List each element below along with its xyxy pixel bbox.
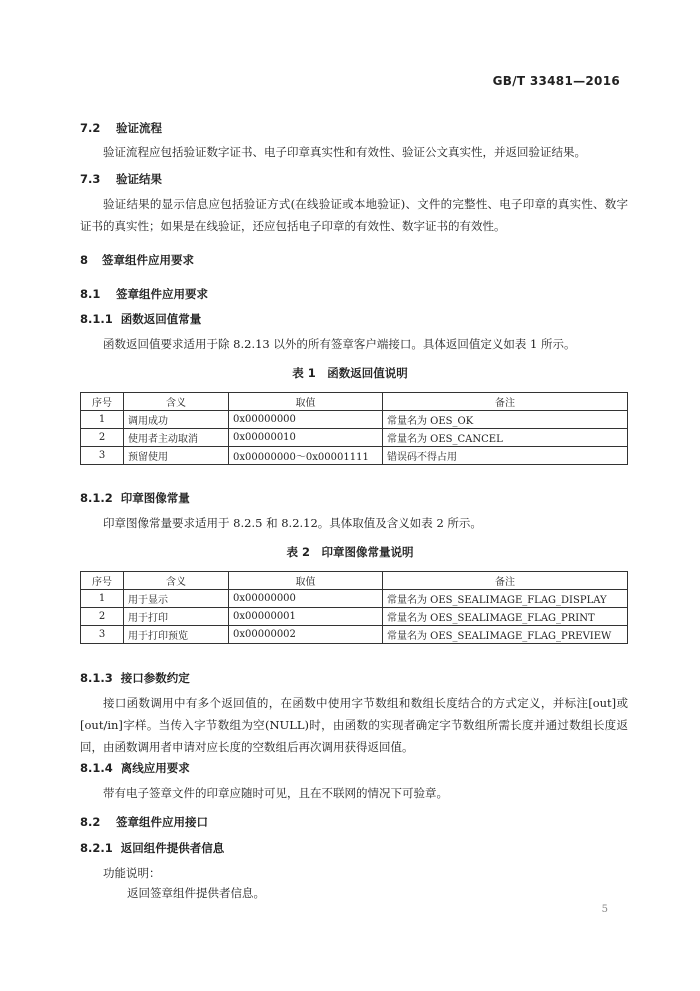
paragraph-8-1-1: 函数返回值要求适用于除 8.2.13 以外的所有签章客户端接口。具体返回值定义如表 1 所示。 [103, 337, 576, 351]
cell-remark: 常量名为 OES_SEALIMAGE_FLAG_DISPLAY [383, 590, 628, 608]
cell-meaning: 预留使用 [124, 447, 229, 465]
column-header-no: 序号 [81, 572, 124, 590]
cell-value: 0x00000000 [229, 411, 383, 429]
heading-8-1-1: 8.1.1 函数返回值常量 [80, 312, 202, 326]
heading-8: 8 签章组件应用要求 [80, 253, 195, 267]
table-1-caption: 表 1 函数返回值说明 [292, 366, 408, 380]
cell-remark: 常量名为 OES_CANCEL [383, 429, 628, 447]
heading-8-1: 8.1 签章组件应用要求 [80, 287, 209, 301]
table-row [81, 608, 628, 626]
table-row [81, 429, 628, 447]
heading-8-1-3: 8.1.3 接口参数约定 [80, 671, 190, 685]
column-header-value: 取值 [229, 393, 383, 411]
table-row [81, 411, 628, 429]
heading-8-1-4: 8.1.4 离线应用要求 [80, 761, 190, 775]
column-header-remark: 备注 [383, 572, 628, 590]
standard-number: GB/T 33481—2016 [492, 74, 620, 88]
column-header-remark: 备注 [383, 393, 628, 411]
page-number: 5 [601, 904, 608, 915]
cell-no: 1 [81, 590, 124, 608]
table-row [81, 590, 628, 608]
cell-meaning: 使用者主动取消 [124, 429, 229, 447]
cell-value: 0x00000000～0x00001111 [229, 447, 383, 465]
function-description-label: 功能说明： [103, 866, 161, 880]
paragraph-7-3: 验证结果的显示信息应包括验证方式(在线验证或本地验证)、文件的完整性、电子印章的真实性、数字证书的真实性；如果是在线验证，还应包括电子印章的有效性、数字证书的有效性。 [80, 197, 628, 233]
column-header-meaning: 含义 [124, 572, 229, 590]
heading-7-2: 7.2 验证流程 [80, 121, 163, 135]
cell-remark: 常量名为 OES_OK [383, 411, 628, 429]
cell-no: 1 [81, 411, 124, 429]
cell-no: 2 [81, 608, 124, 626]
column-header-no: 序号 [81, 393, 124, 411]
table-header-row [81, 393, 628, 411]
cell-no: 2 [81, 429, 124, 447]
cell-remark: 常量名为 OES_SEALIMAGE_FLAG_PRINT [383, 608, 628, 626]
cell-no: 3 [81, 447, 124, 465]
heading-7-3: 7.3 验证结果 [80, 172, 163, 186]
cell-meaning: 调用成功 [124, 411, 229, 429]
cell-remark: 错误码不得占用 [383, 447, 628, 465]
cell-value: 0x00000010 [229, 429, 383, 447]
table-2-caption: 表 2 印章图像常量说明 [286, 545, 414, 559]
table-2 [80, 571, 628, 644]
paragraph-7-2: 验证流程应包括验证数字证书、电子印章真实性和有效性、验证公文真实性，并返回验证结果。 [103, 145, 586, 159]
paragraph-8-1-4: 带有电子签章文件的印章应随时可见，且在不联网的情况下可验章。 [103, 786, 448, 800]
heading-8-1-2: 8.1.2 印章图像常量 [80, 491, 190, 505]
heading-8-2: 8.2 签章组件应用接口 [80, 815, 209, 829]
function-description-text: 返回签章组件提供者信息。 [127, 886, 265, 900]
cell-meaning: 用于显示 [124, 590, 229, 608]
cell-value: 0x00000000 [229, 590, 383, 608]
column-header-value: 取值 [229, 572, 383, 590]
column-header-meaning: 含义 [124, 393, 229, 411]
cell-value: 0x00000002 [229, 626, 383, 644]
cell-meaning: 用于打印预览 [124, 626, 229, 644]
cell-meaning: 用于打印 [124, 608, 229, 626]
heading-8-2-1: 8.2.1 返回组件提供者信息 [80, 841, 225, 855]
cell-remark: 常量名为 OES_SEALIMAGE_FLAG_PREVIEW [383, 626, 628, 644]
cell-no: 3 [81, 626, 124, 644]
paragraph-8-1-3: 接口函数调用中有多个返回值的，在函数中使用字节数组和数组长度结合的方式定义，并标注[out]或[out/in]字样。当传入字节数组为空(NULL)时，由函数的实现者确定字节数组所需长度并通过数组长度返回，由函数调用者申请对应长度的空数组后再次调用获得返回值。 [80, 696, 628, 754]
table-row [81, 447, 628, 465]
table-1 [80, 392, 628, 465]
paragraph-8-1-2: 印章图像常量要求适用于 8.2.5 和 8.2.12。具体取值及含义如表 2 所示。 [103, 516, 482, 530]
table-row [81, 626, 628, 644]
cell-value: 0x00000001 [229, 608, 383, 626]
table-header-row [81, 572, 628, 590]
